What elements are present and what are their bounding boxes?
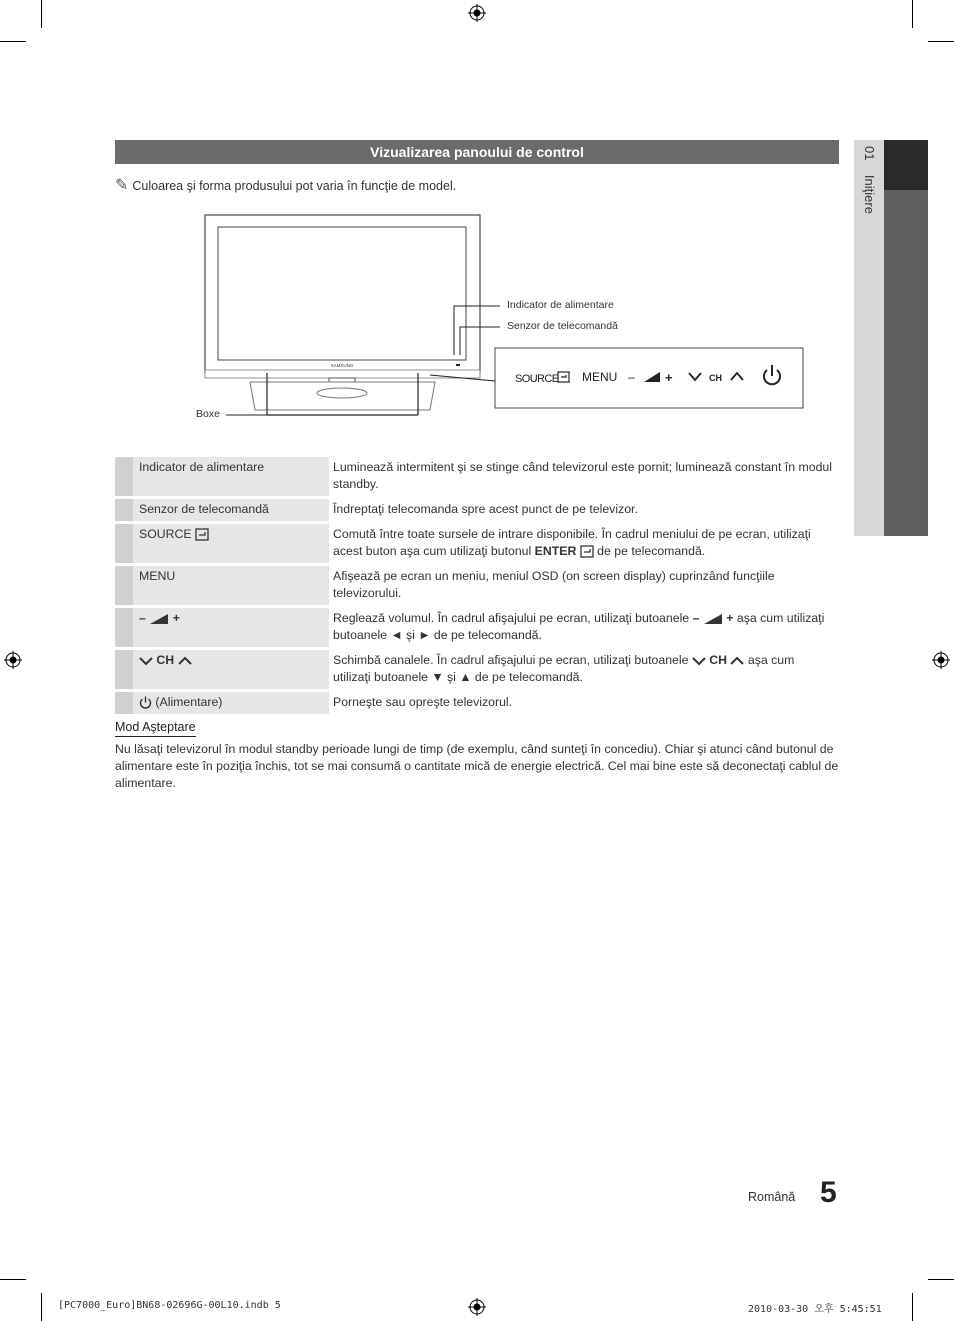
power-icon [139,696,152,709]
row-desc: Îndreptaţi telecomanda spre acest punct de pe televizor. [333,502,638,516]
table-row [115,524,839,563]
row-name: SOURCE [133,524,329,563]
note-text: Culoarea şi forma produsului pot varia în funcţie de model. [132,179,457,193]
note [115,175,456,195]
crop-mark [912,1293,913,1321]
volume-icon [149,613,169,625]
table-row [115,650,839,689]
callout-speakers: Boxe [196,408,220,420]
table-row [115,499,839,521]
chapter-title: Iniţiere [862,174,877,214]
crop-mark [912,0,913,28]
crop-mark [0,41,26,42]
volume-icon [703,613,723,625]
table-row [115,457,839,496]
crop-mark [41,0,42,28]
chevron-down-icon [139,656,153,666]
registration-mark-icon [4,651,22,669]
chevron-up-icon [730,656,744,666]
panel-minus-label: – [628,370,635,384]
row-name: Indicator de alimentare [133,457,329,496]
chevron-down-icon [692,656,706,666]
row-desc: Comută între toate sursele de intrare disponibile. În cadrul meniului de pe ecran, utilizaţi acest buton aşa cum utilizaţi butonul ENTER de pe telecomandă. [333,527,811,558]
callout-remote-sensor: Senzor de telecomandă [507,320,618,332]
section-title: Vizualizarea panoului de control [115,140,839,164]
row-desc: Schimbă canalele. În cadrul afişajului pe ecran, utilizaţi butoanele CH aşa cum utilizaţi butoanele ▼ şi ▲ de pe telecomandă. [333,653,795,684]
chevron-up-icon [178,656,192,666]
chapter-tab-dark [884,140,928,536]
source-icon [195,528,209,541]
row-name: CH [133,650,329,689]
tv-brand-logo: SAMSUNG [330,363,354,368]
panel-menu-label: MENU [582,370,618,384]
note-pencil-icon: ✎ [115,177,129,194]
crop-mark [928,1279,954,1280]
row-name: – + [133,608,329,647]
table-row [115,566,839,605]
callout-power-indicator: Indicator de alimentare [507,299,614,311]
crop-mark [41,1293,42,1321]
row-name: MENU [133,566,329,605]
row-desc: Luminează intermitent şi se stinge când televizorul este pornit; luminează constant în modul standby. [333,460,832,491]
row-name: (Alimentare) [133,692,329,714]
registration-mark-icon [932,651,950,669]
row-desc: Afişează pe ecran un meniu, meniul OSD (on screen display) cuprinzând funcţiile televizorului. [333,569,775,600]
footer-language: Română [748,1190,796,1204]
enter-icon [580,545,594,558]
chapter-label [862,146,877,214]
registration-mark-icon [468,1298,486,1316]
row-desc: Porneşte sau opreşte televizorul. [333,695,513,709]
row-name: Senzor de telecomandă [133,499,329,521]
tv-diagram [190,205,820,425]
table-row [115,608,839,647]
panel-source-label: SOURCE [515,373,559,385]
print-file-info: [PC7000_Euro]BN68-02696G-00L10.indb 5 [58,1300,281,1311]
print-timestamp: 2010-03-30 오후 5:45:51 [748,1304,882,1315]
panel-plus-label: + [665,370,673,385]
chapter-number: 01 [862,146,877,161]
crop-mark [928,41,954,42]
standby-text: Nu lăsaţi televizorul în modul standby perioade lungi de timp (de exemplu, când sunteţi în concediu). Chiar şi atunci când butonul de alimentare este în poziţia închis, tot se mai consumă o cantitate mică de energie electrică. Cel mai bine este să deconectaţi cablul de alimentare. [115,742,839,790]
row-desc: Reglează volumul. În cadrul afişajului pe ecran, utilizaţi butoanele – + aşa cum utilizaţi butoanele ◄ şi ► de pe telecomandă. [333,611,825,642]
panel-ch-label: CH [709,373,722,383]
chapter-tab-marker [884,140,928,190]
table-row [115,692,839,714]
crop-mark [0,1279,26,1280]
standby-heading: Mod Aşteptare [115,720,196,737]
registration-mark-icon [468,4,486,22]
control-panel-table [115,454,839,717]
page-number: 5 [820,1176,837,1209]
